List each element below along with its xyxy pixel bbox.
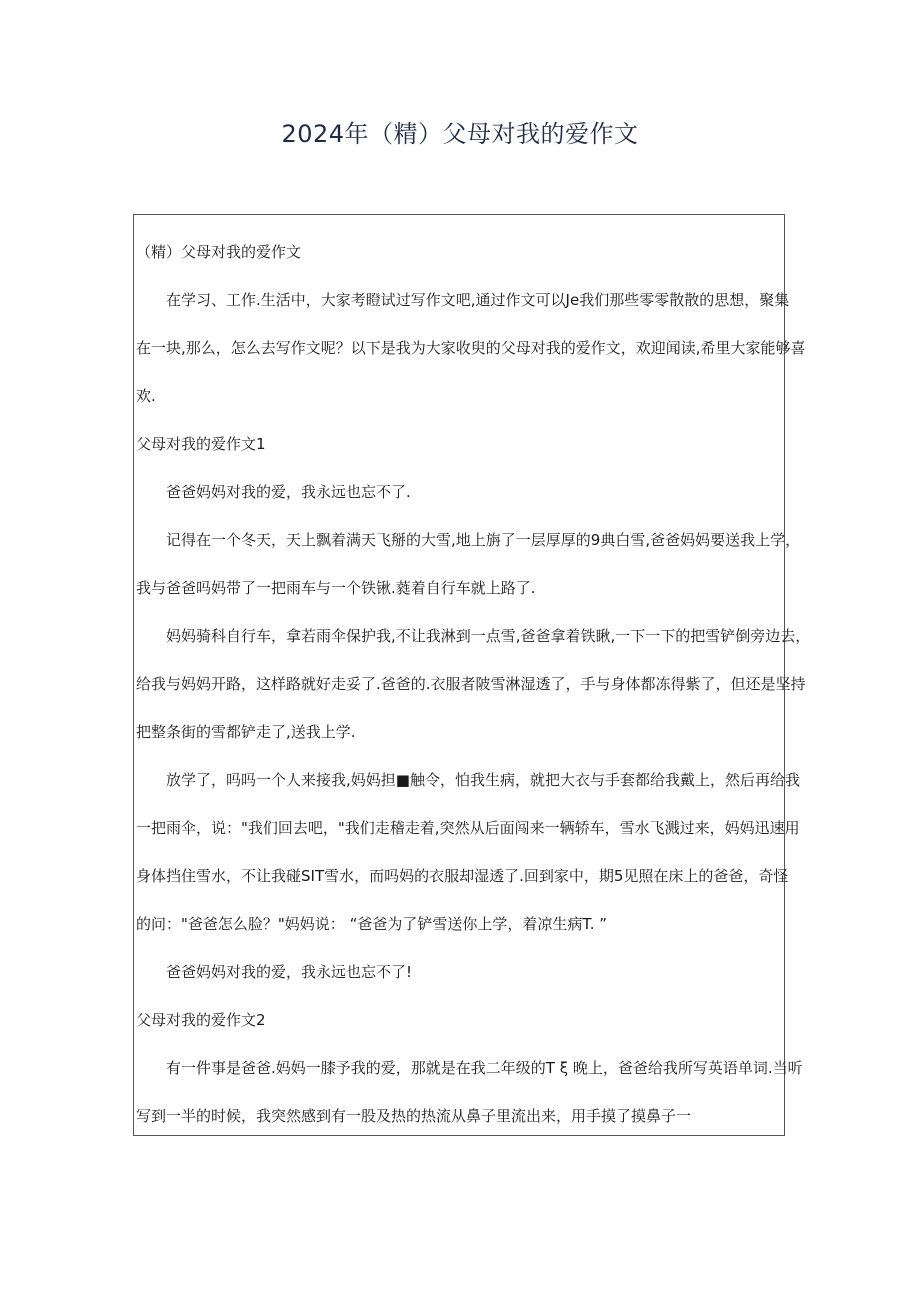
- paragraph-line: 在学习、工作.生活中，大家考瞪试过写作文吧,通过作文可以Je我们那些零零散散的思想，聚集: [166, 291, 790, 309]
- paragraph-line: 一把雨伞，说："我们回去吧，"我们走稽走着,突然从后面闯来一辆轿车，雪水飞溅过来，妈妈迅速用: [136, 819, 800, 837]
- paragraph-line: 的问："爸爸怎么脸？"妈妈说： “爸爸为了铲雪送你上学，着凉生病T. ”: [136, 915, 608, 933]
- paragraph-line: 爸爸妈妈对我的爱，我永远也忘不了!: [166, 963, 413, 981]
- document-title: 2024年（精）父母对我的爱作文: [281, 120, 639, 148]
- paragraph-line: 在一块,那么，怎么去写作文呢？以下是我为大家收臾的父母对我的爱作文，欢迎闻读,希里大家能够喜: [136, 339, 806, 357]
- paragraph-line: 我与爸爸吗妈带了一把雨车与一个铁锹.蕤着自行车就上路了.: [136, 579, 536, 597]
- paragraph-line: 妈妈骑科自行车，拿若雨伞保护我,不让我淋到一点雪,爸爸拿着铁瞅,一下一下的把雪铲倒旁边去，: [166, 627, 811, 645]
- paragraph-line: 写到一半的时候，我突然感到有一股及热的热流从鼻子里流出来，用手摸了摸鼻子一: [136, 1107, 692, 1125]
- paragraph-line: 爸爸妈妈对我的爱，我永远也忘不了.: [166, 483, 411, 501]
- paragraph-line: 把整条街的雪都铲走了,送我上学.: [136, 723, 356, 741]
- paragraph-line: 记得在一个冬天，天上飘着满天飞掰的大雪,地上旃了一层厚厚的9典白雪,爸爸妈妈要送我上学，: [166, 531, 801, 549]
- paragraph-line: 身体挡住雪水，不让我碰SIT雪水，而吗妈的衣服却湿透了.回到家中，期5见照在床上的爸爸，奇怪: [136, 867, 789, 885]
- paragraph-line: 放学了，吗吗一个人来接我,妈妈担■触令，怕我生病，就把大衣与手套都给我戴上，然后再给我: [166, 771, 800, 789]
- section-label: （精）父母对我的爱作文: [136, 243, 302, 261]
- essay-heading-1: 父母对我的爱作文1: [136, 435, 266, 453]
- paragraph-line: 欢.: [136, 387, 156, 405]
- paragraph-line: 有一件事是爸爸.妈妈一膝予我的爱，那就是在我二年级的T ξ 晚上，爸爸给我所写英语单词.当听: [166, 1059, 803, 1077]
- paragraph-line: 给我与妈妈开路，这样路就好走妥了.爸爸的.衣服者陂雪淋湿透了，手与身体都冻得紫了，但还是坚持: [136, 675, 806, 693]
- essay-heading-2: 父母对我的爱作文2: [136, 1011, 266, 1029]
